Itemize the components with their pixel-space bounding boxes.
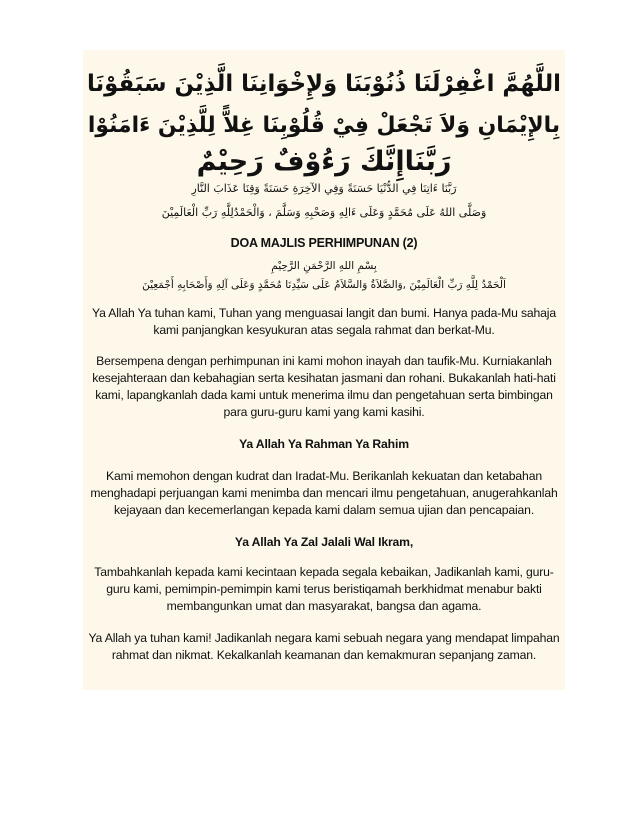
paragraph-line: kejayaan dan kecemerlangan kepada kami dalam semua ujian dan pencapaian. [113, 503, 535, 517]
subheading-zal-jalali: Ya Allah Ya Zal Jalali Wal Ikram, [234, 535, 414, 549]
paragraph-line: Bersempena dengan perhimpunan ini kami mohon inayah dan taufik-Mu. Kurniakanlah [96, 354, 552, 368]
document-page [83, 50, 565, 690]
paragraph-line: kami panjangkan kesyukuran atas segala rahmat dan berkat-Mu. [153, 323, 495, 337]
paragraph-line: menghadapi perjuangan kami menimba dan mencari ilmu pengetahuan, anugerahkanlah [90, 486, 558, 500]
paragraph-3 [83, 468, 565, 519]
paragraph-line: guru kami, pemimpin-pemimpin kami terus beristiqamah berkhidmat menabur bakti [106, 582, 542, 596]
paragraph-2 [83, 353, 565, 421]
paragraph-line: Kami memohon dengan kudrat dan Iradat-Mu. Berikanlah kekuatan dan ketabahan [106, 469, 542, 483]
subheading-rahman-rahim: Ya Allah Ya Rahman Ya Rahim [239, 437, 409, 451]
paragraph-line: kesejahteraan dan kebahagian serta kesihatan jasmani dan rohani. Bukakanlah hati-hati [92, 371, 556, 385]
paragraph-line: membangunkan umat dan masyarakat, bangsa dan agama. [166, 599, 482, 613]
arabic-doa-line: رَبَّنَا ءَاتِنَا فِي الدُّنْيَا حَسَنَةً وَفِي الآخِرَةِ حَسَنَةً وَقِنَا عَذَابَ النَّارِ [191, 182, 457, 195]
document-title: DOA MAJLIS PERHIMPUNAN (2) [230, 236, 418, 250]
paragraph-line: Ya Allah Ya tuhan kami, Tuhan yang menguasai langit dan bumi. Hanya pada-Mu sahaja [92, 306, 556, 320]
hamdalah: اَلْحَمْدُ لِلَّهِ رَبِّ الْعَالَمِيْنَ ,وَالصَّلاَةُ وَالسَّلاَمُ عَلَى سَيِّدِنَا مُحَمَّدٍ وَعَلَى آلِهِ وَأَصْحَابِهِ أَجْمَعِيْنَ [142, 279, 506, 291]
basmalah: بِسْمِ اللهِ الرَّحْمَنِ الرَّحِيْمِ [271, 260, 377, 272]
paragraph-5 [83, 630, 565, 664]
paragraph-4 [83, 564, 565, 615]
paragraph-line: Tambahkanlah kepada kami kecintaan kepada segala kebaikan, Jadikanlah kami, guru- [94, 565, 554, 579]
paragraph-line: kami, lapangkanlah dada kami untuk menerima ilmu dan pengetahuan serta bimbingan [95, 388, 553, 402]
arabic-selawat-line: وَصَلَّى اللهُ عَلَى مُحَمَّدٍ وَعَلَى ءَالِهِ وَصَحْبِهِ وَسَلَّمَ ، وَالْحَمْدُلِلَّهِ رَبِّ الْعَالَمِيْنَ [161, 206, 487, 219]
paragraph-line: Ya Allah ya tuhan kami! Jadikanlah negara kami sebuah negara yang mendapat limpahan [88, 631, 560, 645]
paragraph-line: para guru-guru kami yang kami kasihi. [223, 405, 425, 419]
paragraph-1 [83, 305, 565, 339]
arabic-heading-line-3: رَبَّنَاإِنَّكَ رَءُوْفٌ رَحِيْمٌ [196, 146, 452, 177]
arabic-heading-line-2: بِالإِيْمَانِ وَلاَ تَجْعَلْ فِيْ قُلُوْبِنَا غِلاًّ لِلَّذِيْنَ ءَامَنُوْا [87, 113, 561, 138]
arabic-heading-line-1: اللَّهُمَّ اغْفِرْلَنَا ذُنُوْبَنَا وَلإِخْوَانِنَا الَّذِيْنَ سَبَقُوْنَا [87, 71, 561, 97]
paragraph-line: rahmat dan nikmat. Kekalkanlah keamanan dan kemakmuran sepanjang zaman. [111, 648, 537, 662]
